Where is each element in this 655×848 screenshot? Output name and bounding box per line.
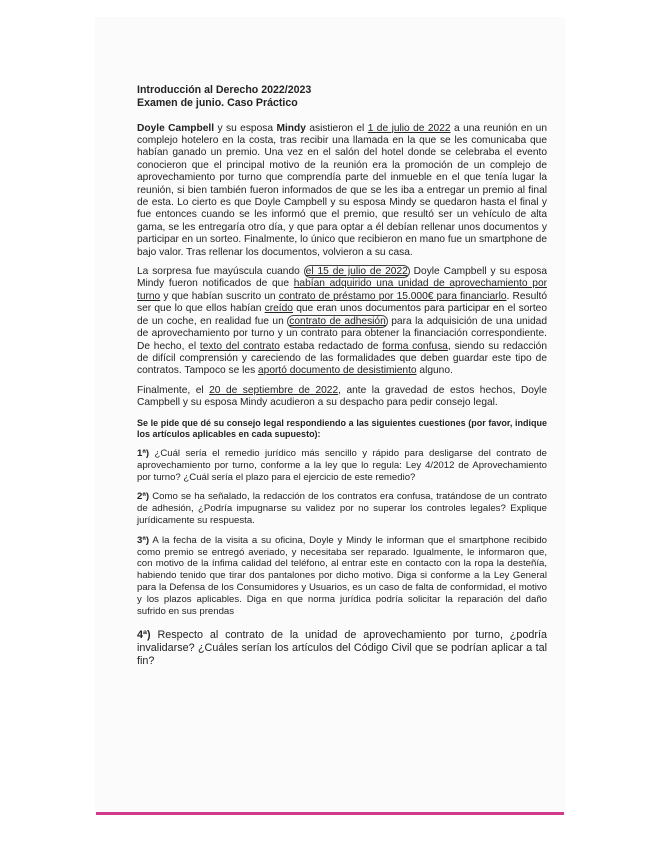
questions-intro: Se le pide que dé su consejo legal respondiendo a las siguientes cuestiones (por favor, indique los artículos aplicables en cada supuesto): — [137, 417, 547, 439]
text-span: . Resultó ser que lo que ellos habían — [137, 290, 548, 315]
date-notification: el 15 de julio de 2022 — [305, 266, 408, 278]
text-span: Doyle Campbell y su esposa Mindy fueron notificados de que — [137, 266, 547, 290]
text-span: y que habían suscrito un — [160, 290, 279, 302]
text-span: estaba redactado de — [279, 340, 383, 352]
underline-loan-contract: contrato de préstamo por 15.000€ para financiarlo — [278, 290, 507, 302]
question-2 — [137, 491, 547, 526]
question-4-text: Respecto al contrato de la unidad de aprovechamiento por turno, ¿podría invalidarse? ¿Cuáles serían los artículos del Código Civil que se podrían aplicar a tal fin? — [137, 629, 547, 668]
header-course-title: Introducción al Derecho 2022/2023 — [137, 84, 312, 96]
question-4-number: 4ª) — [137, 629, 151, 642]
document-body — [137, 84, 547, 668]
question-1-text: ¿Cuál sería el remedio jurídico más sencillo y rápido para desligarse del contrato de aprovechamiento por turno, conforme a la ley que lo regula: Ley 4/2012 de Aprovechamiento por turno? ¿Cuál sería el plazo para el ejercicio de este remedio? — [137, 447, 547, 483]
name-mindy: Mindy — [276, 122, 306, 134]
text-span: , siendo su redacción de difícil comprensión y careciendo de las formalidades que deben guardar este tipo de contratos. Tampoco se les — [137, 340, 547, 377]
text-span: que eran unos documentos para participar en el sorteo de un coche, en realidad fue un — [137, 303, 547, 327]
underline-contract-text: texto del contrato — [199, 340, 280, 352]
text-span: , ante la gravedad de estos hechos, Doyle Campbell y su esposa Mindy acudieron a su despacho para pedir consejo legal. — [137, 384, 547, 409]
question-3-number: 3ª) — [137, 534, 150, 546]
underline-acquired-unit: habían adquirido una unidad de aprovechamiento por turno — [137, 278, 547, 302]
underline-withdrawal-doc: aportó documento de desistimiento — [258, 365, 417, 377]
question-4 — [137, 629, 547, 668]
text-span: para la adquisición de una unidad de aprovechamiento por turno y un contrato para obtener la financiación correspondiente. De hecho, el — [137, 315, 547, 352]
question-1-number: 1ª) — [137, 447, 150, 459]
question-1 — [137, 448, 547, 483]
pink-edge-stripe — [96, 812, 564, 815]
question-2-text: Como se ha señalado, la redacción de los contratos era confusa, tratándose de un contrato de adhesión, ¿Podría impugnarse su validez por no superar los controles legales? Explique jurídicamente su respuesta. — [137, 491, 547, 526]
date-first-meeting: 1 de julio de 2022 — [367, 122, 451, 134]
question-3-text: A la fecha de la visita a su oficina, Doyle y Mindy le informan que el smartphone recibido como premio se entregó averiado, y necesitaba ser reparado. Igualmente, le informaron que, con motivo de la ínfima calidad del teléfono, al entrar este en contacto con la ropa la desteñía, habiendo tenido que tirar dos pantalones por dicho motivo. Diga si conforme a la Ley General para la Defensa de los Consumidores y Usuarios, es un caso de falta de conformidad, el motivo y los plazos aplicables. Diga en que norma jurídica podría solicitar la reparación del daño sufrido en sus prendas — [137, 534, 547, 617]
text-span: alguno. — [416, 365, 453, 377]
text-span: Finalmente, el — [137, 384, 210, 396]
date-office-visit: 20 de septiembre de 2022 — [209, 384, 339, 396]
question-3 — [137, 535, 547, 618]
paragraph-facts-1 — [137, 123, 547, 259]
paragraph-facts-3 — [137, 385, 547, 410]
header-exam-title: Examen de junio. Caso Práctico — [137, 96, 298, 109]
paragraph-facts-2 — [137, 266, 547, 378]
underline-believed: creído — [264, 303, 293, 315]
question-2-number: 2ª) — [137, 491, 150, 503]
underline-confusing-form: forma confusa — [382, 340, 448, 352]
text-span: y su esposa — [214, 122, 277, 134]
name-doyle: Doyle Campbell — [137, 122, 215, 134]
text-span: La sorpresa fue mayúscula cuando — [137, 266, 304, 278]
text-span: asistieron el — [305, 122, 368, 134]
text-span: a una reunión en un complejo hotelero en la costa, tras recibir una llamada en la que se les comunicaba que habían ganado un premio. Una vez en el salón del hotel donde se celebraba el evento conocieron que el principal motivo de la reunión era la promoción de un complejo de aprovechamiento por turno que comprendía parte del inmueble en el que tenía lugar la reunión, si bien también fueron informados de que se les iba a entregar un premio al final de esta. Lo cierto es que Doyle Campbell y su esposa Mindy se quedaron hasta el final y fue entonces cuando se les informó que el premio, que resultó ser un vehículo de alta gama, se les entregaría otro día, y que para optar a él debían rellenar unos documentos y participar en un sorteo. Finalmente, lo único que recibieron en mano fue un smartphone de bajo valor. Tras rellenar los documentos, volvieron a su casa. — [137, 122, 548, 258]
underline-adhesion-contract: contrato de adhesión — [289, 315, 386, 327]
